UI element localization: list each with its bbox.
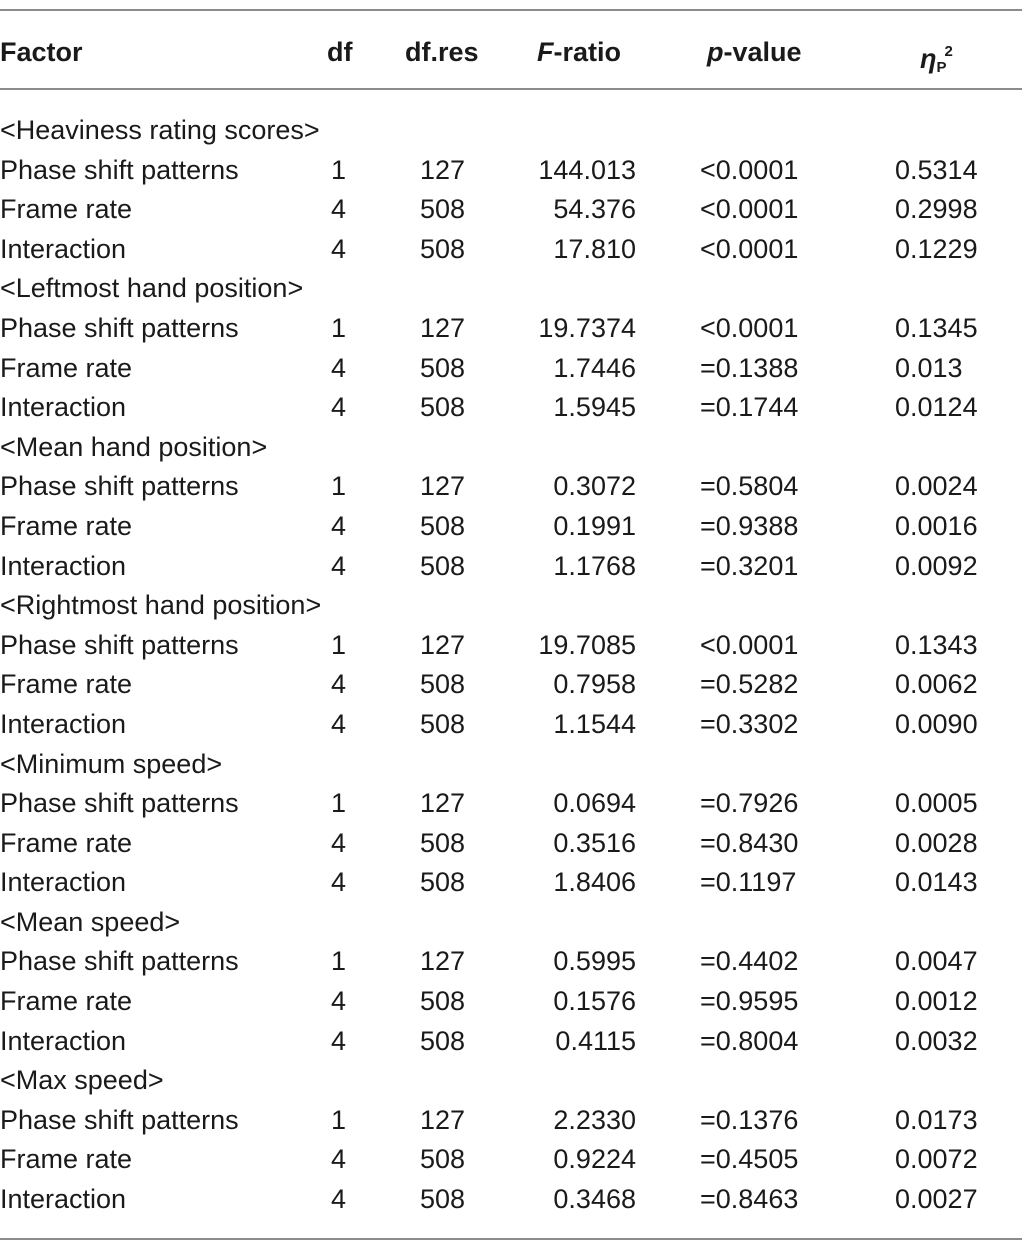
df-res-cell: 508 — [420, 708, 466, 739]
df-res-cell: 127 — [420, 1104, 466, 1135]
df-res-cell: 508 — [420, 986, 466, 1017]
df-cell: 1 — [331, 154, 347, 185]
factor-cell: Phase shift patterns — [0, 629, 239, 660]
section-label: <Mean speed> — [0, 906, 181, 937]
eta-p2-cell: 0.0012 — [895, 986, 978, 1017]
p-value-cell: =0.9388 — [700, 510, 799, 541]
df-cell: 4 — [331, 194, 347, 225]
table-bottom-rule — [0, 1238, 1022, 1240]
eta-p2-cell: 0.1229 — [895, 233, 978, 264]
df-cell: 4 — [331, 986, 347, 1017]
df-res-cell: 127 — [420, 154, 466, 185]
df-cell: 4 — [331, 510, 347, 541]
eta-p2-cell: 0.0027 — [895, 1184, 978, 1215]
section-row — [0, 903, 1022, 943]
header-factor: Factor — [0, 37, 83, 67]
factor-cell: Interaction — [0, 550, 127, 581]
section-row — [0, 1061, 1022, 1101]
table-row — [0, 1180, 1022, 1220]
factor-cell: Phase shift patterns — [0, 946, 239, 977]
df-cell: 4 — [331, 392, 347, 423]
table-row — [0, 705, 1022, 745]
eta-p2-cell: 0.0024 — [895, 471, 978, 502]
table-top-rule — [0, 9, 1022, 11]
f-ratio-cell: 19.7085 — [538, 629, 636, 660]
eta-p2-cell: 0.0062 — [895, 669, 978, 700]
table-row — [0, 784, 1022, 824]
section-row — [0, 745, 1022, 785]
factor-cell: Frame rate — [0, 986, 133, 1017]
df-res-cell: 508 — [420, 233, 466, 264]
eta-p2-cell: 0.0124 — [895, 392, 978, 423]
factor-cell: Frame rate — [0, 1144, 133, 1175]
df-cell: 1 — [331, 312, 347, 343]
df-res-cell: 127 — [420, 946, 466, 977]
eta-p2-cell: 0.0072 — [895, 1144, 978, 1175]
section-label: <Max speed> — [0, 1065, 164, 1096]
f-ratio-cell: 0.3072 — [553, 471, 636, 502]
p-value-cell: =0.1376 — [700, 1104, 799, 1135]
factor-cell: Frame rate — [0, 669, 133, 700]
df-res-cell: 508 — [420, 1144, 466, 1175]
header-p-value-italic: p — [707, 37, 724, 67]
factor-cell: Phase shift patterns — [0, 312, 239, 343]
section-label: <Rightmost hand position> — [0, 590, 322, 621]
eta-p2-cell: 0.0016 — [895, 510, 978, 541]
table-row — [0, 349, 1022, 389]
factor-cell: Frame rate — [0, 352, 133, 383]
df-cell: 4 — [331, 1144, 347, 1175]
df-res-cell: 127 — [420, 788, 466, 819]
eta-p2-cell: 0.0173 — [895, 1104, 978, 1135]
header-f-ratio-italic: F — [537, 37, 554, 67]
table-row — [0, 507, 1022, 547]
factor-cell: Interaction — [0, 867, 127, 898]
table-row — [0, 388, 1022, 428]
p-value-cell: =0.8430 — [700, 827, 799, 858]
f-ratio-cell: 1.7446 — [553, 352, 636, 383]
df-res-cell: 508 — [420, 867, 466, 898]
f-ratio-cell: 0.9224 — [553, 1144, 636, 1175]
p-value-cell: =0.9595 — [700, 986, 799, 1017]
section-row — [0, 111, 1022, 151]
header-eta-sup: 2 — [944, 43, 953, 60]
factor-cell: Interaction — [0, 1025, 127, 1056]
factor-cell: Interaction — [0, 233, 127, 264]
section-label: <Mean hand position> — [0, 431, 268, 462]
header-p-value — [707, 32, 802, 72]
p-value-cell: <0.0001 — [700, 233, 799, 264]
df-cell: 4 — [331, 708, 347, 739]
table-row — [0, 1101, 1022, 1141]
df-cell: 4 — [331, 550, 347, 581]
eta-p2-cell: 0.0092 — [895, 550, 978, 581]
eta-p2-cell: 0.1343 — [895, 629, 978, 660]
df-res-cell: 508 — [420, 392, 466, 423]
p-value-cell: =0.1388 — [700, 352, 799, 383]
f-ratio-cell: 0.7958 — [553, 669, 636, 700]
factor-cell: Phase shift patterns — [0, 471, 239, 502]
f-ratio-cell: 1.8406 — [553, 867, 636, 898]
f-ratio-cell: 144.013 — [538, 154, 636, 185]
f-ratio-cell: 0.3468 — [553, 1184, 636, 1215]
p-value-cell: =0.8004 — [700, 1025, 799, 1056]
p-value-cell: =0.5282 — [700, 669, 799, 700]
table-row — [0, 982, 1022, 1022]
f-ratio-cell: 0.3516 — [553, 827, 636, 858]
table-row — [0, 863, 1022, 903]
eta-p2-cell: 0.5314 — [895, 154, 978, 185]
f-ratio-cell: 54.376 — [553, 194, 636, 225]
df-cell: 1 — [331, 471, 347, 502]
table-row — [0, 190, 1022, 230]
factor-cell: Interaction — [0, 708, 127, 739]
p-value-cell: <0.0001 — [700, 312, 799, 343]
table-row — [0, 1022, 1022, 1062]
df-res-cell: 508 — [420, 510, 466, 541]
df-cell: 4 — [331, 352, 347, 383]
df-cell: 4 — [331, 233, 347, 264]
p-value-cell: <0.0001 — [700, 629, 799, 660]
table-row — [0, 467, 1022, 507]
f-ratio-cell: 19.7374 — [538, 312, 636, 343]
df-cell: 4 — [331, 1184, 347, 1215]
p-value-cell: =0.5804 — [700, 471, 799, 502]
factor-cell: Phase shift patterns — [0, 1104, 239, 1135]
eta-p2-cell: 0.0032 — [895, 1025, 978, 1056]
eta-p2-cell: 0.2998 — [895, 194, 978, 225]
eta-p2-cell: 0.1345 — [895, 312, 978, 343]
df-cell: 4 — [331, 867, 347, 898]
df-res-cell: 508 — [420, 1025, 466, 1056]
p-value-cell: =0.4505 — [700, 1144, 799, 1175]
section-row — [0, 269, 1022, 309]
eta-p2-cell: 0.0047 — [895, 946, 978, 977]
df-cell: 4 — [331, 827, 347, 858]
df-cell: 1 — [331, 1104, 347, 1135]
eta-p2-cell: 0.013 — [895, 352, 963, 383]
f-ratio-cell: 1.5945 — [553, 392, 636, 423]
p-value-cell: =0.7926 — [700, 788, 799, 819]
f-ratio-cell: 1.1544 — [553, 708, 636, 739]
header-eta-symbol: η — [920, 44, 937, 74]
p-value-cell: =0.3201 — [700, 550, 799, 581]
header-eta-sub: P — [936, 59, 947, 76]
p-value-cell: =0.1744 — [700, 392, 799, 423]
df-res-cell: 127 — [420, 312, 466, 343]
header-f-ratio-rest: -ratio — [553, 37, 621, 67]
df-res-cell: 508 — [420, 1184, 466, 1215]
p-value-cell: <0.0001 — [700, 194, 799, 225]
f-ratio-cell: 0.4115 — [555, 1025, 636, 1056]
p-value-cell: =0.3302 — [700, 708, 799, 739]
df-res-cell: 508 — [420, 352, 466, 383]
f-ratio-cell: 0.5995 — [553, 946, 636, 977]
table-row — [0, 824, 1022, 864]
df-res-cell: 508 — [420, 827, 466, 858]
df-cell: 1 — [331, 629, 347, 660]
table-row — [0, 309, 1022, 349]
table-row — [0, 547, 1022, 587]
factor-cell: Frame rate — [0, 827, 133, 858]
df-res-cell: 508 — [420, 550, 466, 581]
table-row — [0, 665, 1022, 705]
f-ratio-cell: 0.1991 — [553, 510, 636, 541]
eta-p2-cell: 0.0005 — [895, 788, 978, 819]
df-cell: 1 — [331, 788, 347, 819]
eta-p2-cell: 0.0090 — [895, 708, 978, 739]
factor-cell: Interaction — [0, 1184, 127, 1215]
df-cell: 4 — [331, 1025, 347, 1056]
table-body — [0, 111, 1022, 1220]
p-value-cell: =0.8463 — [700, 1184, 799, 1215]
header-f-ratio — [537, 32, 621, 72]
f-ratio-cell: 17.810 — [553, 233, 636, 264]
section-label: <Heaviness rating scores> — [0, 115, 320, 145]
p-value-cell: =0.1197 — [700, 867, 797, 898]
p-value-cell: <0.0001 — [700, 154, 799, 185]
section-label: <Leftmost hand position> — [0, 273, 304, 304]
eta-p2-cell: 0.0028 — [895, 827, 978, 858]
table-row — [0, 1140, 1022, 1180]
f-ratio-cell: 0.0694 — [553, 788, 636, 819]
header-p-value-rest: -value — [723, 37, 802, 67]
f-ratio-cell: 0.1576 — [553, 986, 636, 1017]
header-eta-p2 — [920, 32, 953, 76]
factor-cell: Frame rate — [0, 194, 133, 225]
header-df: df — [327, 37, 353, 67]
f-ratio-cell: 2.2330 — [553, 1104, 636, 1135]
df-res-cell: 508 — [420, 194, 466, 225]
header-df-res: df.res — [405, 37, 479, 67]
factor-cell: Frame rate — [0, 510, 133, 541]
df-res-cell: 508 — [420, 669, 466, 700]
factor-cell: Phase shift patterns — [0, 788, 239, 819]
p-value-cell: =0.4402 — [700, 946, 799, 977]
section-row — [0, 428, 1022, 468]
eta-p2-cell: 0.0143 — [895, 867, 978, 898]
table-row — [0, 151, 1022, 191]
df-cell: 1 — [331, 946, 347, 977]
section-label: <Minimum speed> — [0, 748, 223, 779]
table-header-rule — [0, 88, 1022, 90]
df-res-cell: 127 — [420, 629, 466, 660]
df-res-cell: 127 — [420, 471, 466, 502]
f-ratio-cell: 1.1768 — [553, 550, 636, 581]
df-cell: 4 — [331, 669, 347, 700]
factor-cell: Interaction — [0, 392, 127, 423]
factor-cell: Phase shift patterns — [0, 154, 239, 185]
table-row — [0, 230, 1022, 270]
table-row — [0, 626, 1022, 666]
section-row — [0, 586, 1022, 626]
table-row — [0, 942, 1022, 982]
